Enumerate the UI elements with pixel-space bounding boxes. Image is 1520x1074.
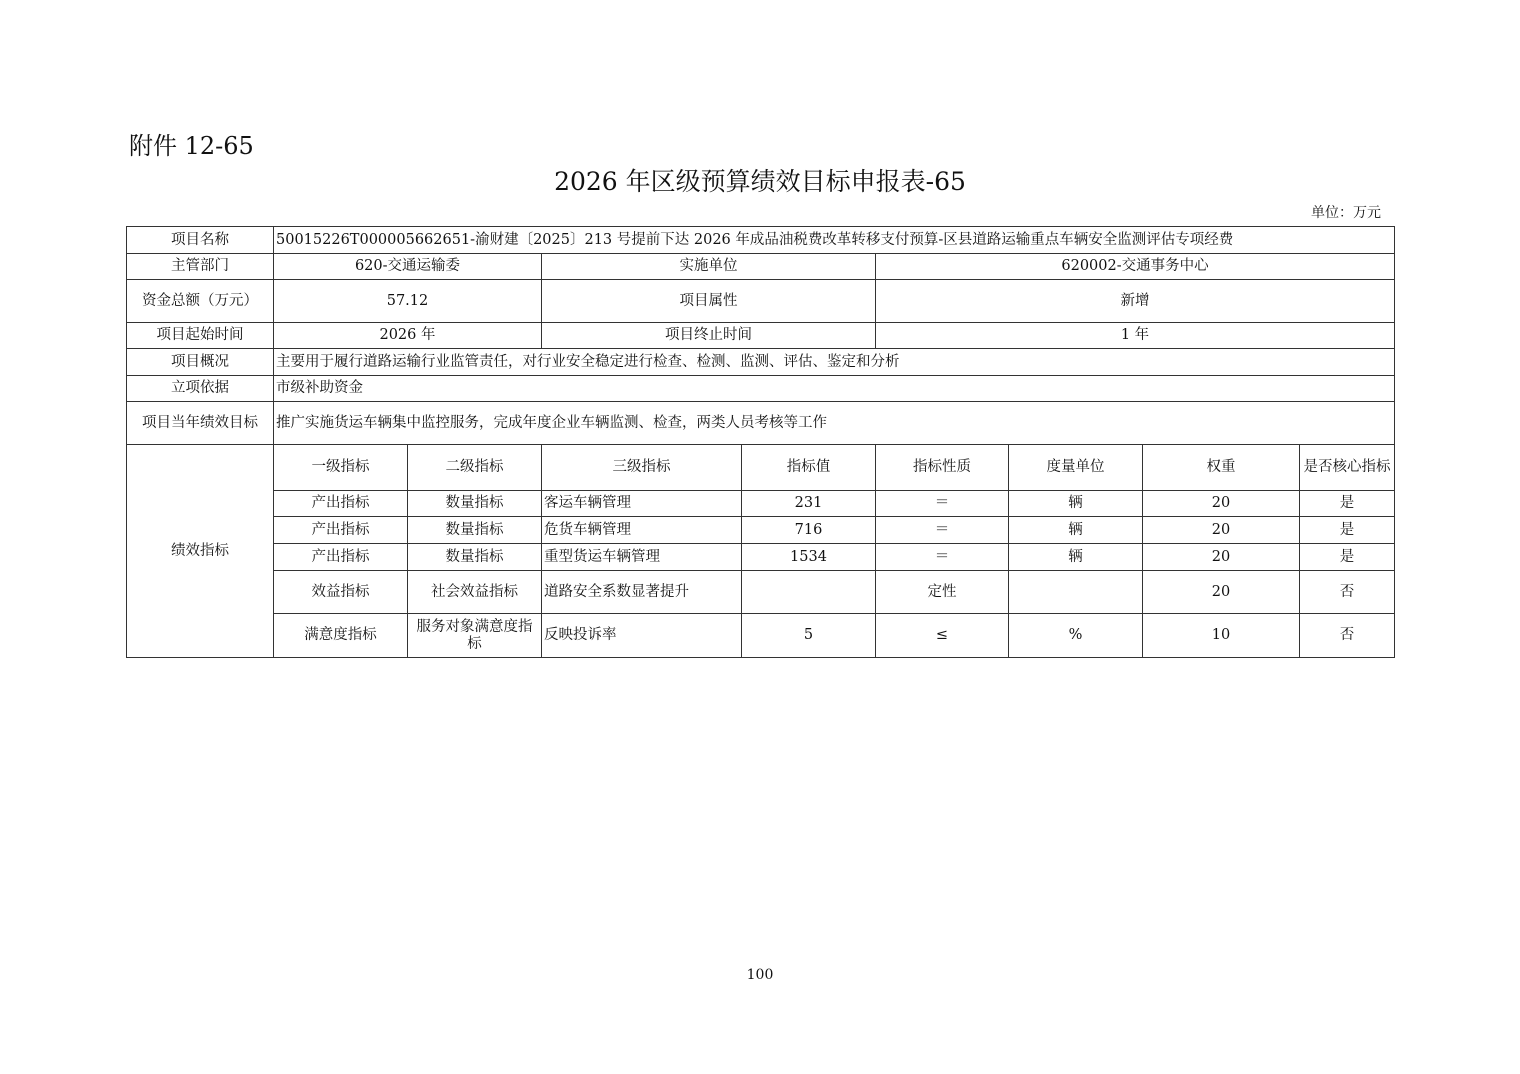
page-title: 2026 年区级预算绩效目标申报表-65 — [554, 167, 966, 196]
fund-value: 57.12 — [274, 280, 542, 323]
indicator-row — [127, 544, 1395, 571]
row-unit: 辆 — [1009, 517, 1143, 544]
indicator-row — [127, 517, 1395, 544]
row-value: 231 — [742, 491, 876, 517]
attachment-label: 附件 12-65 — [129, 132, 254, 160]
row-nature: ＝ — [876, 491, 1009, 517]
indicator-row — [127, 614, 1395, 658]
project-name-label: 项目名称 — [127, 227, 274, 254]
dept-label: 主管部门 — [127, 254, 274, 280]
row-level3: 道路安全系数显著提升 — [542, 571, 742, 614]
row-weight: 20 — [1143, 517, 1300, 544]
goal-label: 项目当年绩效目标 — [127, 402, 274, 445]
header-core: 是否核心指标 — [1300, 445, 1395, 491]
row-core: 是 — [1300, 491, 1395, 517]
header-value: 指标值 — [742, 445, 876, 491]
row-core: 否 — [1300, 614, 1395, 658]
indicator-header-row — [127, 445, 1395, 491]
row-unit: 辆 — [1009, 491, 1143, 517]
row-weight: 10 — [1143, 614, 1300, 658]
period-row — [127, 323, 1395, 349]
unit-label: 单位：万元 — [1311, 205, 1381, 221]
header-nature: 指标性质 — [876, 445, 1009, 491]
basis-row — [127, 376, 1395, 402]
end-value: 1 年 — [876, 323, 1395, 349]
basis-value: 市级补助资金 — [274, 376, 1395, 402]
row-weight: 20 — [1143, 544, 1300, 571]
overview-label: 项目概况 — [127, 349, 274, 376]
row-level3: 重型货运车辆管理 — [542, 544, 742, 571]
fund-row — [127, 280, 1395, 323]
end-label: 项目终止时间 — [542, 323, 876, 349]
row-core: 是 — [1300, 544, 1395, 571]
row-level3: 反映投诉率 — [542, 614, 742, 658]
row-unit: % — [1009, 614, 1143, 658]
row-value: 716 — [742, 517, 876, 544]
indicators-section-label: 绩效指标 — [127, 445, 274, 658]
header-unit: 度量单位 — [1009, 445, 1143, 491]
row-level1: 产出指标 — [274, 491, 408, 517]
row-level2: 服务对象满意度指标 — [408, 614, 542, 658]
row-core: 是 — [1300, 517, 1395, 544]
row-level1: 满意度指标 — [274, 614, 408, 658]
header-weight: 权重 — [1143, 445, 1300, 491]
overview-row — [127, 349, 1395, 376]
row-level2: 数量指标 — [408, 517, 542, 544]
start-label: 项目起始时间 — [127, 323, 274, 349]
dept-row — [127, 254, 1395, 280]
header-level2: 二级指标 — [408, 445, 542, 491]
row-level2: 数量指标 — [408, 491, 542, 517]
row-nature: ＝ — [876, 517, 1009, 544]
row-value — [742, 571, 876, 614]
row-level3: 危货车辆管理 — [542, 517, 742, 544]
header-level3: 三级指标 — [542, 445, 742, 491]
page-number: 100 — [746, 967, 774, 983]
row-weight: 20 — [1143, 491, 1300, 517]
attr-label: 项目属性 — [542, 280, 876, 323]
row-unit — [1009, 571, 1143, 614]
attr-value: 新增 — [876, 280, 1395, 323]
dept-value: 620-交通运输委 — [274, 254, 542, 280]
row-unit: 辆 — [1009, 544, 1143, 571]
project-name-value: 50015226T000005662651-渝财建〔2025〕213 号提前下达 2026 年成品油税费改革转移支付预算-区县道路运输重点车辆安全监测评估专项经费 — [274, 227, 1395, 254]
impl-value: 620002-交通事务中心 — [876, 254, 1395, 280]
goal-value: 推广实施货运车辆集中监控服务，完成年度企业车辆监测、检查，两类人员考核等工作 — [274, 402, 1395, 445]
impl-label: 实施单位 — [542, 254, 876, 280]
row-value: 5 — [742, 614, 876, 658]
row-level1: 产出指标 — [274, 517, 408, 544]
start-value: 2026 年 — [274, 323, 542, 349]
row-level1: 效益指标 — [274, 571, 408, 614]
row-value: 1534 — [742, 544, 876, 571]
row-core: 否 — [1300, 571, 1395, 614]
basis-label: 立项依据 — [127, 376, 274, 402]
row-weight: 20 — [1143, 571, 1300, 614]
indicator-row — [127, 571, 1395, 614]
project-name-row — [127, 227, 1395, 254]
row-nature: ＝ — [876, 544, 1009, 571]
header-level1: 一级指标 — [274, 445, 408, 491]
row-nature: 定性 — [876, 571, 1009, 614]
row-level2: 社会效益指标 — [408, 571, 542, 614]
row-nature: ≤ — [876, 614, 1009, 658]
performance-table — [126, 226, 1395, 658]
row-level1: 产出指标 — [274, 544, 408, 571]
row-level3: 客运车辆管理 — [542, 491, 742, 517]
fund-label: 资金总额（万元） — [127, 280, 274, 323]
row-level2: 数量指标 — [408, 544, 542, 571]
goal-row — [127, 402, 1395, 445]
overview-value: 主要用于履行道路运输行业监管责任，对行业安全稳定进行检查、检测、监测、评估、鉴定和分析 — [274, 349, 1395, 376]
indicator-row — [127, 491, 1395, 517]
